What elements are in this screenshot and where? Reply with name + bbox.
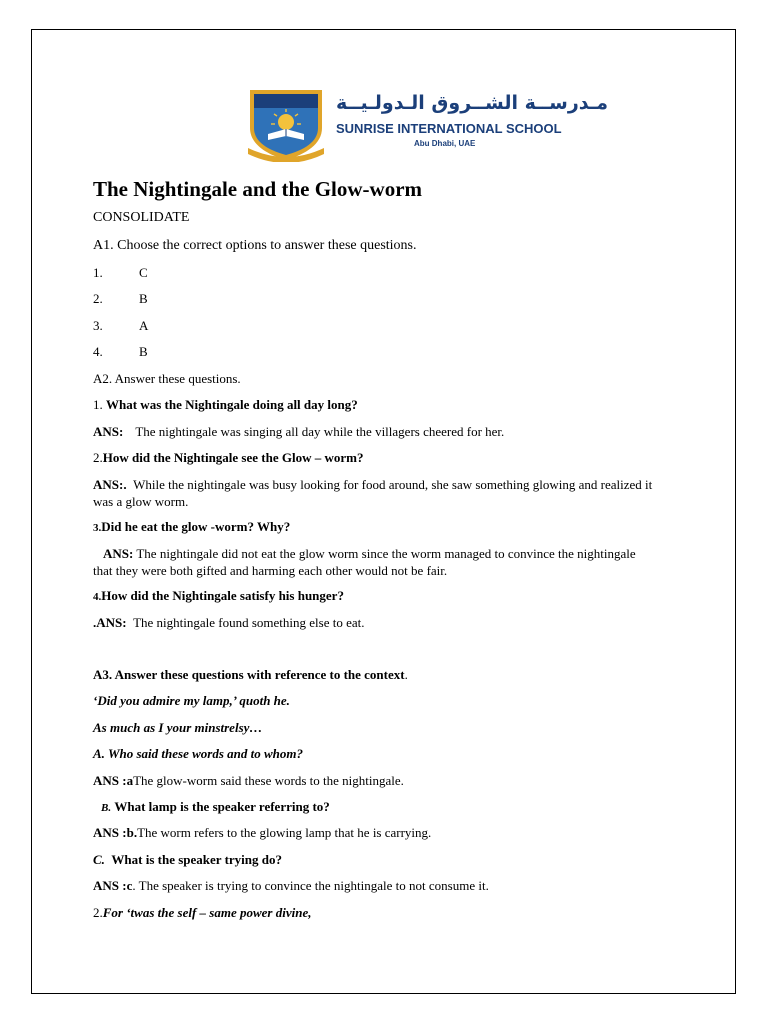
section-label: CONSOLIDATE [93,210,190,225]
question-c: C. What is the speaker trying do? [93,852,282,867]
answer-3: ANS: The nightingale did not eat the glow worm since the worm managed to convince the nightingale that they were both gifted and harming each other would not be fair. [93,546,636,578]
question-b: B. What lamp is the speaker referring to? [101,799,330,814]
mcq-number: 2. [93,291,103,306]
context-item-2: 2.For ‘twas the self – same power divine, [93,905,312,920]
school-name-english: SUNRISE INTERNATIONAL SCHOOL [336,121,562,136]
a2-heading: A2. Answer these questions. [93,371,241,386]
question-2: 2.How did the Nightingale see the Glow – worm? [93,450,364,465]
page-title: The Nightingale and the Glow-worm [93,177,423,201]
mcq-answer: A [139,318,149,333]
question-1: 1. What was the Nightingale doing all day long? [93,397,358,412]
mcq-number: 4. [93,344,103,359]
mcq-number: 1. [93,265,103,280]
question-3: 3.Did he eat the glow -worm? Why? [93,519,291,534]
a3-heading: A3. Answer these questions with reference to the context. [93,667,408,682]
mcq-answer: C [139,265,148,280]
mcq-answer: B [139,344,148,359]
a1-heading: A1. Choose the correct options to answer these questions. [93,238,417,253]
quote-line-2: As much as I your minstrelsy… [93,720,263,735]
answer-c: ANS :c. The speaker is trying to convince the nightingale to not consume it. [93,878,489,893]
question-a: A. Who said these words and to whom? [93,746,303,761]
answer-4: .ANS: The nightingale found something else to eat. [93,615,365,630]
school-name-arabic: مـدرســة الشــروق الـدولـيــة [336,92,609,114]
question-4: 4.How did the Nightingale satisfy his hunger? [93,588,344,603]
mcq-number: 3. [93,318,103,333]
quote-line-1: ‘Did you admire my lamp,’ quoth he. [93,693,290,708]
school-crest-icon [244,88,328,162]
answer-1: ANS: The nightingale was singing all day while the villagers cheered for her. [93,424,505,439]
answer-2: ANS:. While the nightingale was busy looking for food around, she saw something glowing and realized it was a glow worm. [93,477,653,509]
school-logo [244,88,609,162]
school-location: Abu Dhabi, UAE [414,139,476,148]
page-border [31,29,736,994]
mcq-answer: B [139,291,148,306]
answer-b: ANS :b.The worm refers to the glowing lamp that he is carrying. [93,825,432,840]
answer-a: ANS :aThe glow-worm said these words to the nightingale. [93,773,404,788]
